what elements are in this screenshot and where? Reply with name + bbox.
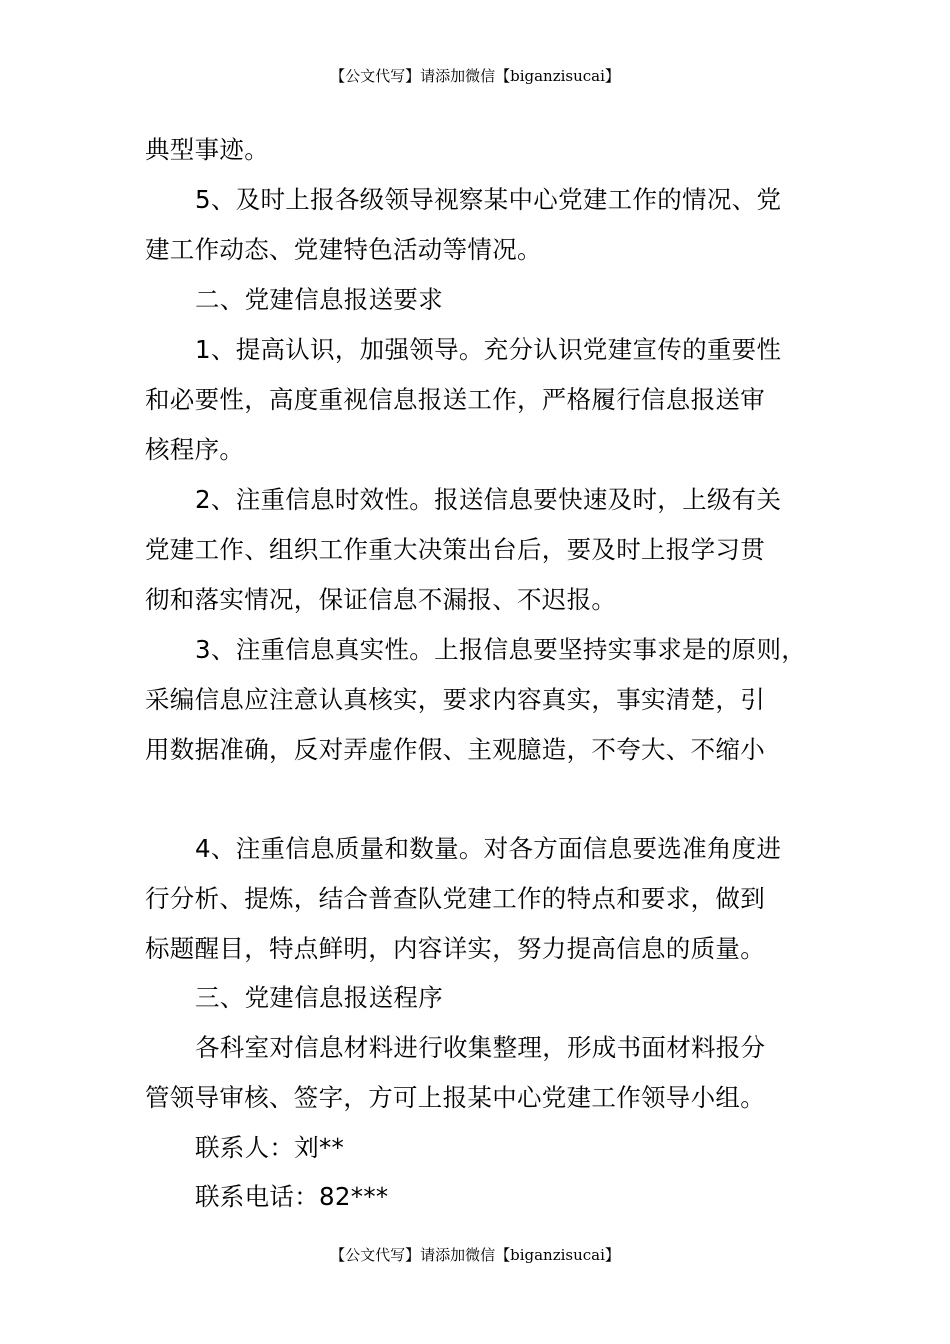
body-line: 管领导审核、签字，方可上报某中心党建工作领导小组。: [145, 1083, 765, 1112]
body-line: 5、及时上报各级领导视察某中心党建工作的情况、党: [195, 185, 782, 214]
body-line: 4、注重信息质量和数量。对各方面信息要选准角度进: [195, 834, 782, 863]
page-header: 【公文代写】请添加微信【biganzisucai】: [330, 67, 620, 85]
body-line: 行分析、提炼，结合普查队党建工作的特点和要求，做到: [145, 884, 765, 913]
body-line: 核程序。: [145, 435, 245, 464]
body-line: 1、提高认识，加强领导。充分认识党建宣传的重要性: [195, 335, 782, 364]
section-heading: 三、党建信息报送程序: [195, 983, 443, 1012]
body-line: 3、注重信息真实性。上报信息要坚持实事求是的原则，: [195, 635, 807, 664]
body-line: 采编信息应注意认真核实，要求内容真实，事实清楚，引: [145, 685, 765, 714]
body-line: 和必要性，高度重视信息报送工作，严格履行信息报送审: [145, 385, 765, 414]
body-line: 标题醒目，特点鲜明，内容详实，努力提高信息的质量。: [145, 934, 765, 963]
body-line: 党建工作、组织工作重大决策出台后，要及时上报学习贯: [145, 535, 765, 564]
body-line: 各科室对信息材料进行收集整理，形成书面材料报分: [195, 1033, 766, 1062]
contact-phone: 联系电话：82***: [195, 1182, 389, 1211]
body-line: 典型事迹。: [145, 135, 269, 164]
section-heading: 二、党建信息报送要求: [195, 285, 443, 314]
contact-person: 联系人：刘**: [195, 1133, 345, 1162]
body-line: 用数据准确，反对弄虚作假、主观臆造，不夸大、不缩小: [145, 735, 765, 764]
body-line: 2、注重信息时效性。报送信息要快速及时，上级有关: [195, 485, 782, 514]
page-footer: 【公文代写】请添加微信【biganzisucai】: [330, 1246, 620, 1264]
body-line: 彻和落实情况，保证信息不漏报、不迟报。: [145, 585, 617, 614]
body-line: 建工作动态、党建特色活动等情况。: [145, 235, 542, 264]
